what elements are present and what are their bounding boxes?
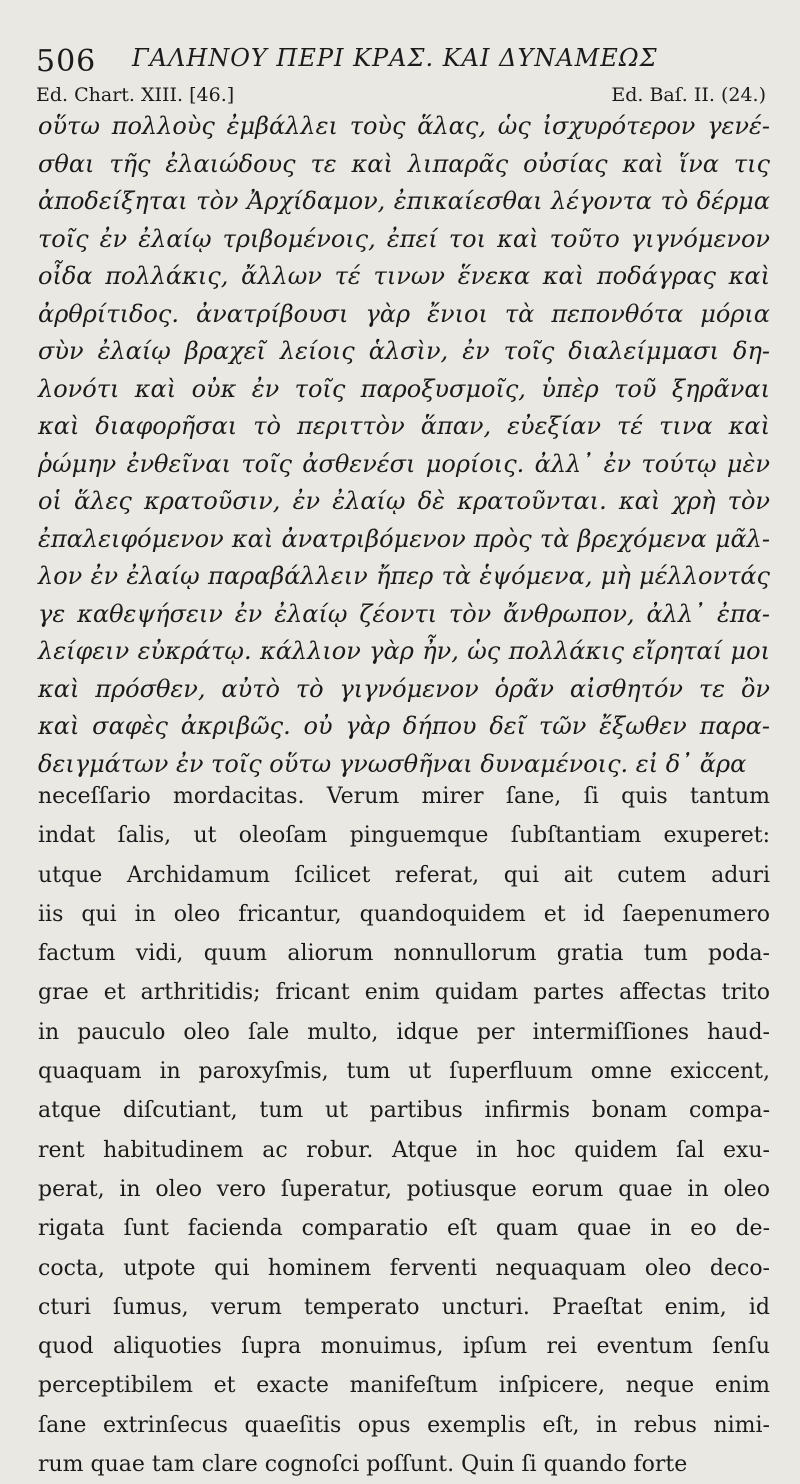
greek-text-line: τοῖς ἐν ἐλαίῳ τριβομένοις, ἐπεί τοι καὶ τοῦτο γιγνόμενον: [38, 224, 770, 253]
latin-text-line: rum quae tam clare cognoſci poſſunt. Quin ſi quando forte: [38, 1452, 688, 1478]
latin-text-line: quod aliquoties ſupra monuimus, ipſum rei eventum ſenſu: [38, 1334, 770, 1360]
latin-text-line: iis qui in oleo fricantur, quandoquidem et id ſaepenumero: [38, 901, 770, 927]
greek-text-line: σθαι τῆς ἐλαιώδους τε καὶ λιπαρᾶς οὐσίας καὶ ἵνα τις: [38, 149, 770, 178]
latin-text-line: perat, in oleo vero ſuperatur, potiusque eorum quae in oleo: [38, 1176, 770, 1202]
page-header: [36, 28, 776, 78]
greek-text-line: ῥώμην ἐνθεῖναι τοῖς ἀσθενέσι μορίοις. ἀλλ᾽ ἐν τούτῳ μὲν: [38, 449, 770, 478]
latin-text-line: rent habitudinem ac robur. Atque in hoc quidem ſal exu-: [38, 1137, 770, 1163]
greek-text-line: καὶ πρόσθεν, αὐτὸ τὸ γιγνόμενον ὁρᾶν αἰσθητόν τε ὂν: [38, 674, 770, 703]
latin-text-line: neceſſario mordacitas. Verum mirer ſane, ſi quis tantum: [38, 784, 770, 809]
latin-text-line: in pauculo oleo ſale multo, idque per intermiſſiones haud-: [38, 1019, 770, 1045]
greek-text-line: λονότι καὶ οὐκ ἐν τοῖς παροξυσμοῖς, ὑπὲρ τοῦ ξηρᾶναι: [38, 374, 770, 403]
greek-text-line: ἐπαλειφόμενον καὶ ἀνατριβόμενον πρὸς τὰ βρεχόμενα μᾶλ-: [38, 524, 770, 553]
edition-bas-ref: Ed. Baſ. II. (24.): [611, 84, 766, 106]
greek-text-line: ἀποδείξηται τὸν Ἀρχίδαμον, ἐπικαίεσθαι λέγοντα τὸ δέρμα: [38, 187, 770, 215]
running-title: ΓΑΛΗΝΟΥ ΠΕΡΙ ΚΡΑΣ. ΚΑΙ ΔΥΝΑΜΕΩΣ: [132, 44, 658, 72]
page-number: 506: [36, 44, 97, 79]
greek-text-line: λείφειν εὐκράτῳ. κάλλιον γὰρ ἦν, ὡς πολλάκις εἴρηταί μοι: [38, 637, 770, 665]
latin-text-line: grae et arthritidis; fricant enim quidam partes affectas trito: [38, 980, 770, 1006]
greek-text-line: ἀρθρίτιδος. ἀνατρίβουσι γὰρ ἔνιοι τὰ πεπονθότα μόρια: [38, 299, 770, 328]
greek-text-line: λον ἐν ἐλαίῳ παραβάλλειν ἤπερ τὰ ἑψόμενα, μὴ μέλλοντάς: [38, 562, 770, 590]
greek-text-line: δειγμάτων ἐν τοῖς οὕτω γνωσθῆναι δυναμένοις. εἰ δ᾽ ἄρα: [38, 749, 747, 778]
latin-text-line: perceptibilem et exacte manifeſtum inſpicere, neque enim: [38, 1373, 770, 1399]
latin-text-line: factum vidi, quum aliorum nonnullorum gratia tum poda-: [38, 941, 770, 967]
greek-text-line: καὶ σαφὲς ἀκριβῶς. οὐ γὰρ δήπου δεῖ τῶν ἔξωθεν παρα-: [38, 712, 770, 740]
latin-text-line: cocta, utpote qui hominem ferventi nequaquam oleo deco-: [38, 1255, 770, 1281]
latin-text-line: cturi ſumus, verum temperato uncturi. Praeſtat enim, id: [38, 1294, 770, 1320]
latin-text-line: rigata ſunt facienda comparatio eſt quam quae in eo de-: [38, 1216, 770, 1242]
latin-text-line: indat ſalis, ut oleoſam pinguemque ſubſtantiam exuperet:: [38, 823, 770, 849]
greek-text-line: οὕτω πολλοὺς ἐμβάλλει τοὺς ἅλας, ὡς ἰσχυρότερον γενέ-: [38, 112, 770, 140]
greek-text-line: οἱ ἅλες κρατοῦσιν, ἐν ἐλαίῳ δὲ κρατοῦνται. καὶ χρὴ τὸν: [38, 487, 770, 515]
latin-text-line: quaquam in paroxyſmis, tum ut ſuperfluum omne exiccent,: [38, 1059, 770, 1085]
greek-text-line: καὶ διαφορῆσαι τὸ περιττὸν ἅπαν, εὐεξίαν τέ τινα καὶ: [38, 412, 770, 440]
greek-text-line: γε καθεψήσειν ἐν ἐλαίῳ ζέοντι τὸν ἄνθρωπον, ἀλλ᾽ ἐπα-: [38, 599, 770, 628]
latin-text-line: utque Archidamum ſcilicet referat, qui ait cutem aduri: [38, 862, 770, 888]
latin-text-line: atque diſcutiant, tum ut partibus infirmis bonam compa-: [38, 1098, 770, 1124]
greek-text-block: [38, 108, 770, 783]
latin-text-block: [38, 777, 770, 1484]
greek-text-line: σὺν ἐλαίῳ βραχεῖ λείοις ἁλσὶν, ἐν τοῖς διαλείμμασι δη-: [38, 337, 770, 365]
greek-text-line: οἶδα πολλάκις, ἄλλων τέ τινων ἕνεκα καὶ ποδάγρας καὶ: [38, 262, 770, 290]
latin-text-line: ſane extrinſecus quaeſitis opus exemplis eſt, in rebus nimi-: [38, 1412, 770, 1438]
edition-chart-ref: Ed. Chart. XIII. [46.]: [36, 84, 235, 106]
